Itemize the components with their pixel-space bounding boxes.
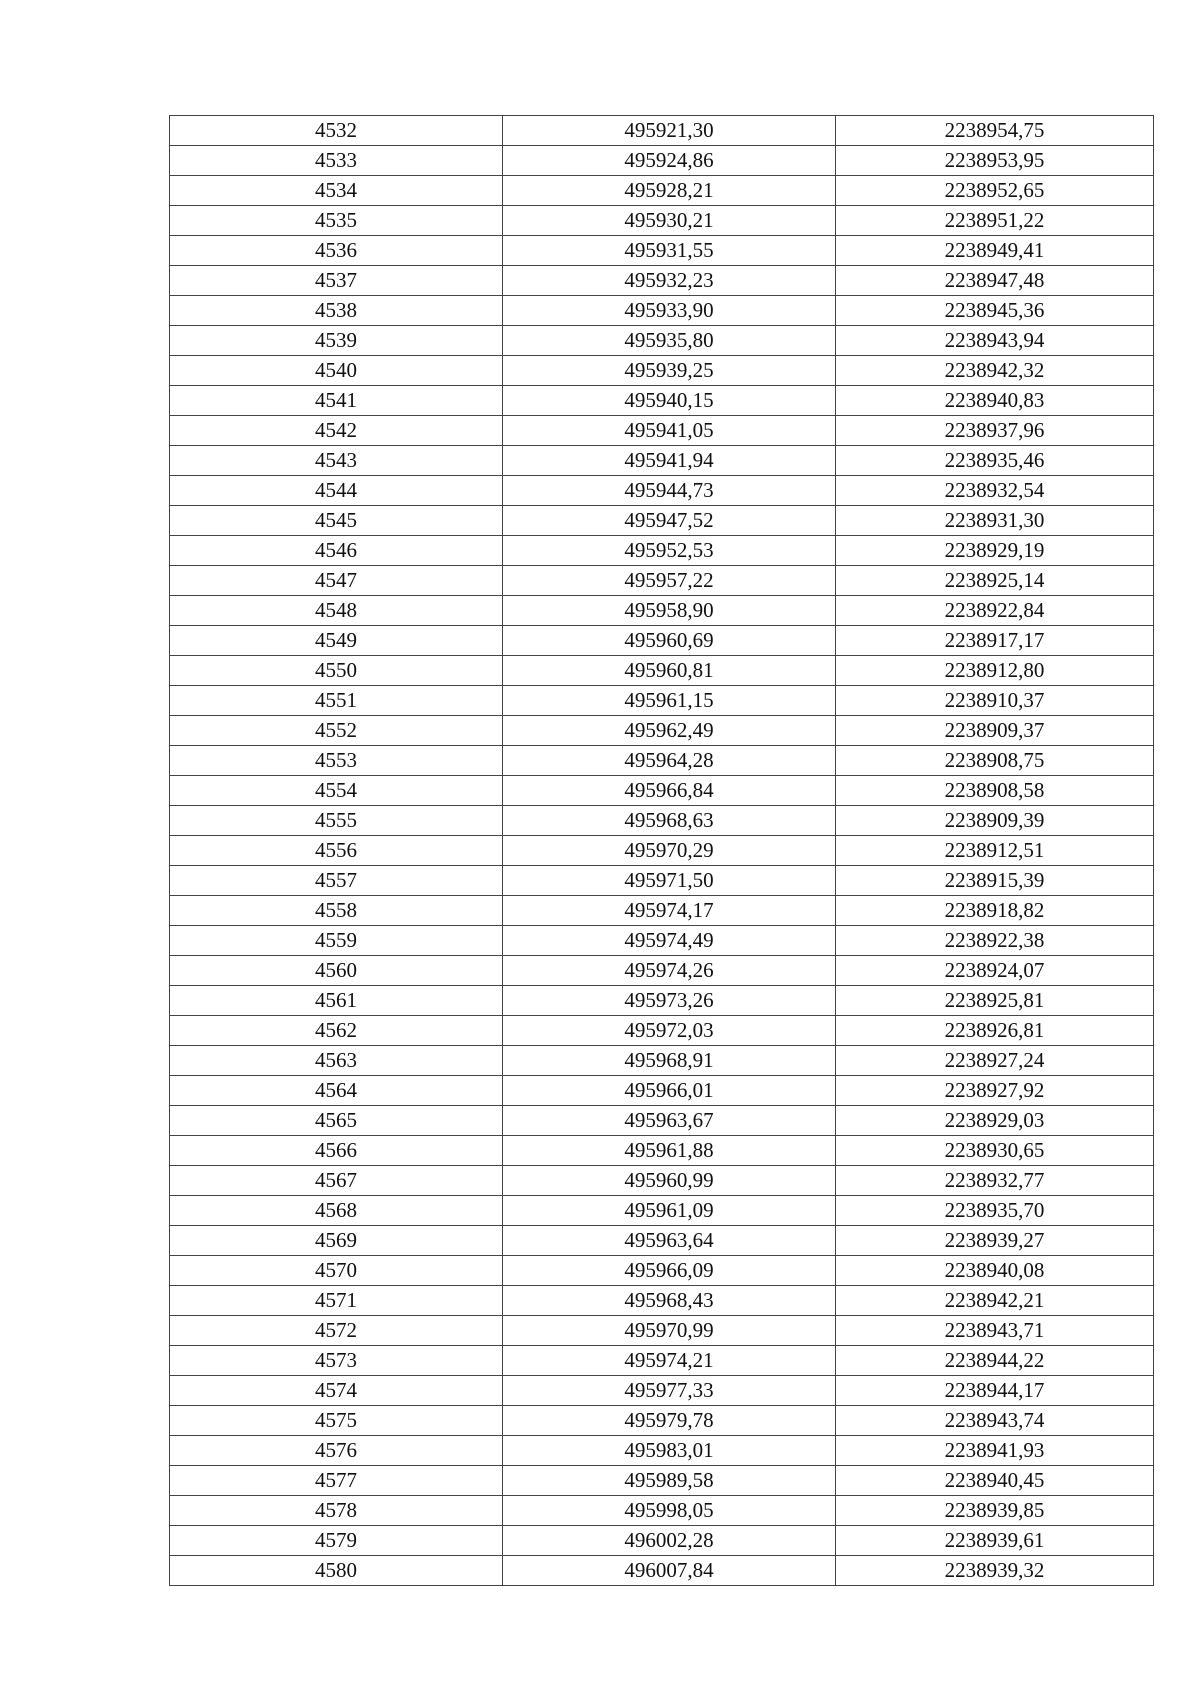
table-row bbox=[170, 146, 1154, 176]
y-coordinate-cell: 2238949,41 bbox=[836, 236, 1154, 266]
table-row bbox=[170, 356, 1154, 386]
x-coordinate-cell: 495974,26 bbox=[503, 956, 836, 986]
point-number-cell: 4560 bbox=[170, 956, 503, 986]
point-number-cell: 4569 bbox=[170, 1226, 503, 1256]
y-coordinate-cell: 2238918,82 bbox=[836, 896, 1154, 926]
coordinates-table-body bbox=[170, 116, 1154, 1586]
point-number-cell: 4566 bbox=[170, 1136, 503, 1166]
y-coordinate-cell: 2238939,27 bbox=[836, 1226, 1154, 1256]
table-row bbox=[170, 386, 1154, 416]
table-row bbox=[170, 1166, 1154, 1196]
point-number-cell: 4580 bbox=[170, 1556, 503, 1586]
x-coordinate-cell: 495968,91 bbox=[503, 1046, 836, 1076]
table-row bbox=[170, 236, 1154, 266]
point-number-cell: 4544 bbox=[170, 476, 503, 506]
coordinates-table bbox=[169, 115, 1154, 1586]
table-row bbox=[170, 1016, 1154, 1046]
table-row bbox=[170, 446, 1154, 476]
y-coordinate-cell: 2238922,84 bbox=[836, 596, 1154, 626]
point-number-cell: 4577 bbox=[170, 1466, 503, 1496]
table-row bbox=[170, 1556, 1154, 1586]
point-number-cell: 4564 bbox=[170, 1076, 503, 1106]
point-number-cell: 4579 bbox=[170, 1526, 503, 1556]
point-number-cell: 4538 bbox=[170, 296, 503, 326]
y-coordinate-cell: 2238944,22 bbox=[836, 1346, 1154, 1376]
point-number-cell: 4561 bbox=[170, 986, 503, 1016]
x-coordinate-cell: 495952,53 bbox=[503, 536, 836, 566]
point-number-cell: 4562 bbox=[170, 1016, 503, 1046]
x-coordinate-cell: 495964,28 bbox=[503, 746, 836, 776]
x-coordinate-cell: 495960,69 bbox=[503, 626, 836, 656]
table-row bbox=[170, 1196, 1154, 1226]
y-coordinate-cell: 2238945,36 bbox=[836, 296, 1154, 326]
x-coordinate-cell: 495974,21 bbox=[503, 1346, 836, 1376]
x-coordinate-cell: 495947,52 bbox=[503, 506, 836, 536]
table-row bbox=[170, 1346, 1154, 1376]
point-number-cell: 4532 bbox=[170, 116, 503, 146]
table-row bbox=[170, 776, 1154, 806]
y-coordinate-cell: 2238935,70 bbox=[836, 1196, 1154, 1226]
x-coordinate-cell: 495963,64 bbox=[503, 1226, 836, 1256]
y-coordinate-cell: 2238937,96 bbox=[836, 416, 1154, 446]
table-row bbox=[170, 1526, 1154, 1556]
table-row bbox=[170, 986, 1154, 1016]
point-number-cell: 4574 bbox=[170, 1376, 503, 1406]
y-coordinate-cell: 2238932,77 bbox=[836, 1166, 1154, 1196]
y-coordinate-cell: 2238944,17 bbox=[836, 1376, 1154, 1406]
point-number-cell: 4565 bbox=[170, 1106, 503, 1136]
y-coordinate-cell: 2238943,94 bbox=[836, 326, 1154, 356]
table-row bbox=[170, 1226, 1154, 1256]
x-coordinate-cell: 495931,55 bbox=[503, 236, 836, 266]
point-number-cell: 4556 bbox=[170, 836, 503, 866]
table-row bbox=[170, 1286, 1154, 1316]
point-number-cell: 4557 bbox=[170, 866, 503, 896]
table-row bbox=[170, 566, 1154, 596]
x-coordinate-cell: 495966,01 bbox=[503, 1076, 836, 1106]
point-number-cell: 4547 bbox=[170, 566, 503, 596]
point-number-cell: 4545 bbox=[170, 506, 503, 536]
x-coordinate-cell: 495939,25 bbox=[503, 356, 836, 386]
y-coordinate-cell: 2238929,19 bbox=[836, 536, 1154, 566]
table-row bbox=[170, 1316, 1154, 1346]
x-coordinate-cell: 495930,21 bbox=[503, 206, 836, 236]
point-number-cell: 4559 bbox=[170, 926, 503, 956]
y-coordinate-cell: 2238908,75 bbox=[836, 746, 1154, 776]
table-row bbox=[170, 206, 1154, 236]
x-coordinate-cell: 495974,17 bbox=[503, 896, 836, 926]
y-coordinate-cell: 2238951,22 bbox=[836, 206, 1154, 236]
table-row bbox=[170, 1106, 1154, 1136]
y-coordinate-cell: 2238952,65 bbox=[836, 176, 1154, 206]
x-coordinate-cell: 495979,78 bbox=[503, 1406, 836, 1436]
point-number-cell: 4540 bbox=[170, 356, 503, 386]
y-coordinate-cell: 2238926,81 bbox=[836, 1016, 1154, 1046]
y-coordinate-cell: 2238932,54 bbox=[836, 476, 1154, 506]
y-coordinate-cell: 2238925,81 bbox=[836, 986, 1154, 1016]
point-number-cell: 4533 bbox=[170, 146, 503, 176]
table-row bbox=[170, 716, 1154, 746]
y-coordinate-cell: 2238953,95 bbox=[836, 146, 1154, 176]
x-coordinate-cell: 495960,99 bbox=[503, 1166, 836, 1196]
table-row bbox=[170, 1076, 1154, 1106]
table-row bbox=[170, 1256, 1154, 1286]
point-number-cell: 4537 bbox=[170, 266, 503, 296]
x-coordinate-cell: 495932,23 bbox=[503, 266, 836, 296]
point-number-cell: 4539 bbox=[170, 326, 503, 356]
x-coordinate-cell: 495924,86 bbox=[503, 146, 836, 176]
y-coordinate-cell: 2238922,38 bbox=[836, 926, 1154, 956]
y-coordinate-cell: 2238927,92 bbox=[836, 1076, 1154, 1106]
point-number-cell: 4570 bbox=[170, 1256, 503, 1286]
x-coordinate-cell: 495940,15 bbox=[503, 386, 836, 416]
x-coordinate-cell: 495961,09 bbox=[503, 1196, 836, 1226]
table-row bbox=[170, 866, 1154, 896]
y-coordinate-cell: 2238943,74 bbox=[836, 1406, 1154, 1436]
point-number-cell: 4548 bbox=[170, 596, 503, 626]
point-number-cell: 4573 bbox=[170, 1346, 503, 1376]
point-number-cell: 4578 bbox=[170, 1496, 503, 1526]
x-coordinate-cell: 495957,22 bbox=[503, 566, 836, 596]
table-row bbox=[170, 266, 1154, 296]
table-row bbox=[170, 746, 1154, 776]
point-number-cell: 4568 bbox=[170, 1196, 503, 1226]
point-number-cell: 4554 bbox=[170, 776, 503, 806]
x-coordinate-cell: 496002,28 bbox=[503, 1526, 836, 1556]
point-number-cell: 4558 bbox=[170, 896, 503, 926]
point-number-cell: 4536 bbox=[170, 236, 503, 266]
x-coordinate-cell: 495977,33 bbox=[503, 1376, 836, 1406]
y-coordinate-cell: 2238908,58 bbox=[836, 776, 1154, 806]
y-coordinate-cell: 2238940,45 bbox=[836, 1466, 1154, 1496]
point-number-cell: 4572 bbox=[170, 1316, 503, 1346]
point-number-cell: 4563 bbox=[170, 1046, 503, 1076]
x-coordinate-cell: 495970,99 bbox=[503, 1316, 836, 1346]
y-coordinate-cell: 2238910,37 bbox=[836, 686, 1154, 716]
x-coordinate-cell: 495958,90 bbox=[503, 596, 836, 626]
table-row bbox=[170, 506, 1154, 536]
point-number-cell: 4546 bbox=[170, 536, 503, 566]
x-coordinate-cell: 495968,43 bbox=[503, 1286, 836, 1316]
y-coordinate-cell: 2238942,32 bbox=[836, 356, 1154, 386]
x-coordinate-cell: 495941,94 bbox=[503, 446, 836, 476]
point-number-cell: 4553 bbox=[170, 746, 503, 776]
table-row bbox=[170, 1136, 1154, 1166]
table-row bbox=[170, 416, 1154, 446]
y-coordinate-cell: 2238917,17 bbox=[836, 626, 1154, 656]
x-coordinate-cell: 495970,29 bbox=[503, 836, 836, 866]
table-row bbox=[170, 296, 1154, 326]
x-coordinate-cell: 495961,88 bbox=[503, 1136, 836, 1166]
table-row bbox=[170, 626, 1154, 656]
x-coordinate-cell: 495968,63 bbox=[503, 806, 836, 836]
y-coordinate-cell: 2238947,48 bbox=[836, 266, 1154, 296]
point-number-cell: 4535 bbox=[170, 206, 503, 236]
x-coordinate-cell: 495941,05 bbox=[503, 416, 836, 446]
x-coordinate-cell: 495928,21 bbox=[503, 176, 836, 206]
table-row bbox=[170, 956, 1154, 986]
point-number-cell: 4551 bbox=[170, 686, 503, 716]
point-number-cell: 4550 bbox=[170, 656, 503, 686]
table-row bbox=[170, 476, 1154, 506]
table-row bbox=[170, 926, 1154, 956]
table-row bbox=[170, 1466, 1154, 1496]
y-coordinate-cell: 2238927,24 bbox=[836, 1046, 1154, 1076]
point-number-cell: 4543 bbox=[170, 446, 503, 476]
x-coordinate-cell: 495983,01 bbox=[503, 1436, 836, 1466]
y-coordinate-cell: 2238940,08 bbox=[836, 1256, 1154, 1286]
table-row bbox=[170, 686, 1154, 716]
x-coordinate-cell: 495989,58 bbox=[503, 1466, 836, 1496]
x-coordinate-cell: 495966,09 bbox=[503, 1256, 836, 1286]
table-row bbox=[170, 1436, 1154, 1466]
table-row bbox=[170, 1406, 1154, 1436]
table-row bbox=[170, 806, 1154, 836]
point-number-cell: 4576 bbox=[170, 1436, 503, 1466]
point-number-cell: 4541 bbox=[170, 386, 503, 416]
x-coordinate-cell: 495974,49 bbox=[503, 926, 836, 956]
y-coordinate-cell: 2238931,30 bbox=[836, 506, 1154, 536]
y-coordinate-cell: 2238929,03 bbox=[836, 1106, 1154, 1136]
point-number-cell: 4542 bbox=[170, 416, 503, 446]
y-coordinate-cell: 2238915,39 bbox=[836, 866, 1154, 896]
y-coordinate-cell: 2238942,21 bbox=[836, 1286, 1154, 1316]
point-number-cell: 4552 bbox=[170, 716, 503, 746]
point-number-cell: 4571 bbox=[170, 1286, 503, 1316]
table-row bbox=[170, 596, 1154, 626]
y-coordinate-cell: 2238943,71 bbox=[836, 1316, 1154, 1346]
point-number-cell: 4549 bbox=[170, 626, 503, 656]
x-coordinate-cell: 495971,50 bbox=[503, 866, 836, 896]
table-row bbox=[170, 896, 1154, 926]
x-coordinate-cell: 495960,81 bbox=[503, 656, 836, 686]
y-coordinate-cell: 2238912,51 bbox=[836, 836, 1154, 866]
y-coordinate-cell: 2238939,32 bbox=[836, 1556, 1154, 1586]
x-coordinate-cell: 495961,15 bbox=[503, 686, 836, 716]
y-coordinate-cell: 2238954,75 bbox=[836, 116, 1154, 146]
y-coordinate-cell: 2238925,14 bbox=[836, 566, 1154, 596]
table-row bbox=[170, 176, 1154, 206]
table-row bbox=[170, 536, 1154, 566]
table-row bbox=[170, 116, 1154, 146]
y-coordinate-cell: 2238909,39 bbox=[836, 806, 1154, 836]
y-coordinate-cell: 2238924,07 bbox=[836, 956, 1154, 986]
x-coordinate-cell: 495998,05 bbox=[503, 1496, 836, 1526]
table-row bbox=[170, 1046, 1154, 1076]
point-number-cell: 4567 bbox=[170, 1166, 503, 1196]
y-coordinate-cell: 2238909,37 bbox=[836, 716, 1154, 746]
x-coordinate-cell: 496007,84 bbox=[503, 1556, 836, 1586]
table-row bbox=[170, 1496, 1154, 1526]
x-coordinate-cell: 495935,80 bbox=[503, 326, 836, 356]
point-number-cell: 4575 bbox=[170, 1406, 503, 1436]
x-coordinate-cell: 495944,73 bbox=[503, 476, 836, 506]
x-coordinate-cell: 495921,30 bbox=[503, 116, 836, 146]
x-coordinate-cell: 495973,26 bbox=[503, 986, 836, 1016]
x-coordinate-cell: 495966,84 bbox=[503, 776, 836, 806]
x-coordinate-cell: 495972,03 bbox=[503, 1016, 836, 1046]
y-coordinate-cell: 2238935,46 bbox=[836, 446, 1154, 476]
table-row bbox=[170, 326, 1154, 356]
y-coordinate-cell: 2238930,65 bbox=[836, 1136, 1154, 1166]
x-coordinate-cell: 495962,49 bbox=[503, 716, 836, 746]
point-number-cell: 4534 bbox=[170, 176, 503, 206]
y-coordinate-cell: 2238939,61 bbox=[836, 1526, 1154, 1556]
table-row bbox=[170, 656, 1154, 686]
y-coordinate-cell: 2238940,83 bbox=[836, 386, 1154, 416]
y-coordinate-cell: 2238912,80 bbox=[836, 656, 1154, 686]
point-number-cell: 4555 bbox=[170, 806, 503, 836]
y-coordinate-cell: 2238939,85 bbox=[836, 1496, 1154, 1526]
x-coordinate-cell: 495963,67 bbox=[503, 1106, 836, 1136]
table-row bbox=[170, 836, 1154, 866]
x-coordinate-cell: 495933,90 bbox=[503, 296, 836, 326]
y-coordinate-cell: 2238941,93 bbox=[836, 1436, 1154, 1466]
table-row bbox=[170, 1376, 1154, 1406]
